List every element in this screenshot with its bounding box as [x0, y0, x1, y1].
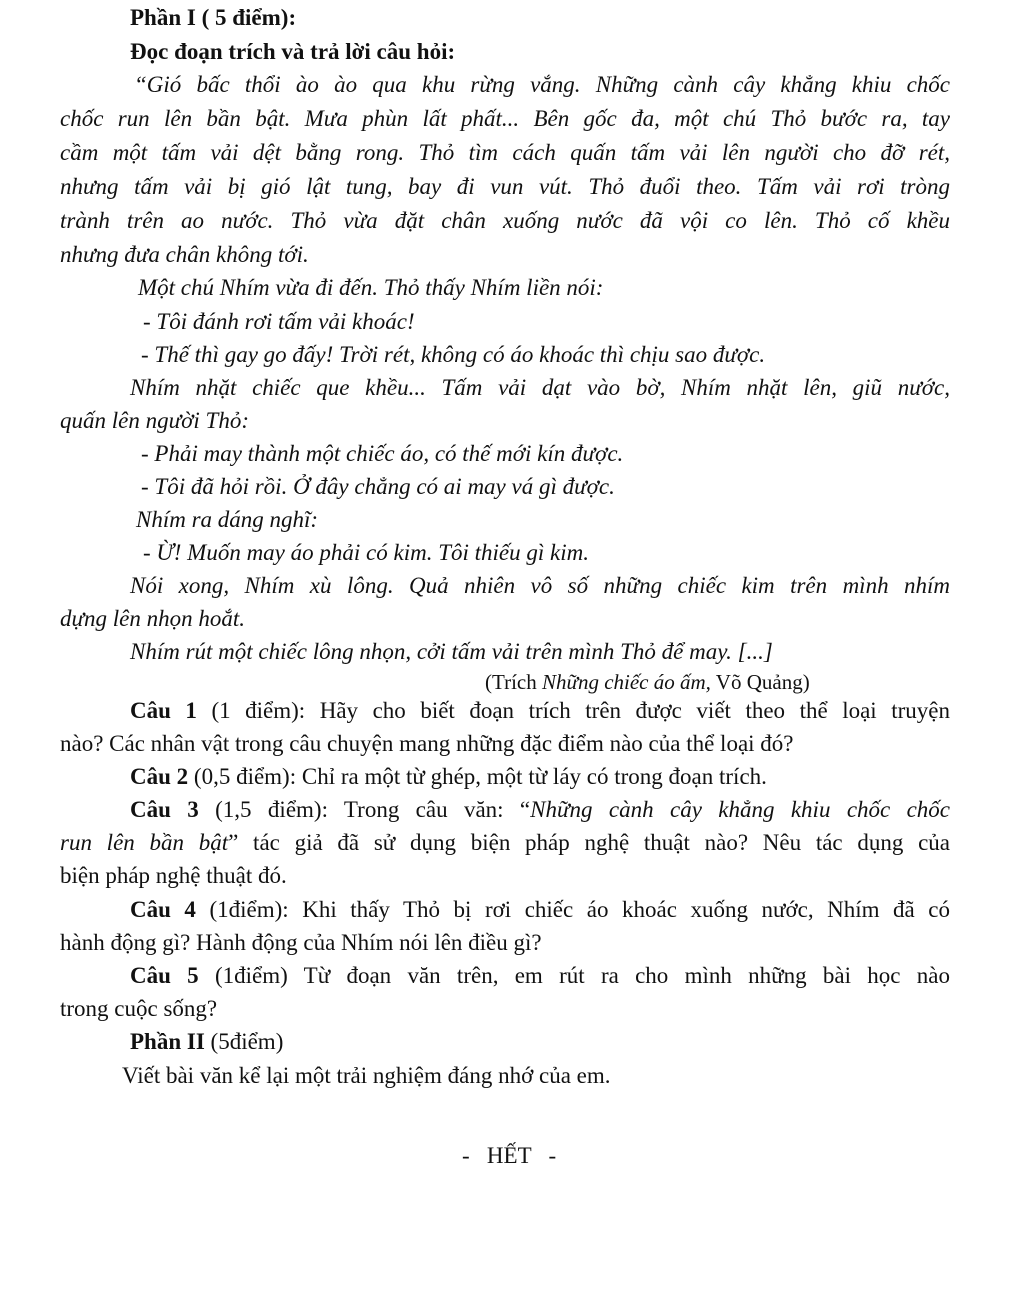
question-1-label: Câu 1: [130, 698, 197, 723]
dialogue-line: - Tôi đánh rơi tấm vải khoác!: [143, 309, 415, 334]
question-3-line: biện pháp nghệ thuật đó.: [60, 863, 287, 888]
question-2-text: (0,5 điểm): Chỉ ra một từ ghép, một từ láy có trong đoạn trích.: [188, 764, 767, 789]
end-marker: - HẾT -: [462, 1143, 557, 1168]
passage-line: Nói xong, Nhím xù lông. Quả nhiên vô số những chiếc kim trên mình nhím: [130, 573, 950, 598]
passage-line: dựng lên nhọn hoắt.: [60, 606, 246, 631]
question-5-line: [130, 962, 950, 990]
dialogue-line: - Phải may thành một chiếc áo, có thế mới kín được.: [141, 441, 624, 466]
source-prefix: (Trích: [485, 670, 542, 694]
dialogue-line: - Ừ! Muốn may áo phải có kim. Tôi thiếu gì kim.: [143, 540, 589, 565]
source-citation: [485, 668, 810, 696]
passage-line: Nhím ra dáng nghĩ:: [136, 507, 319, 532]
dialogue-line: - Tôi đã hỏi rồi. Ở đây chẳng có ai may vá gì được.: [141, 474, 615, 499]
question-1-line: nào? Các nhân vật trong câu chuyện mang những đặc điểm nào của thể loại đó?: [60, 731, 794, 756]
part2-label: Phần II: [130, 1029, 205, 1054]
question-4-label: Câu 4: [130, 897, 196, 922]
passage-line: Nhím nhặt chiếc que khều... Tấm vải dạt vào bờ, Nhím nhặt lên, giũ nước,: [130, 375, 950, 400]
source-title: Những chiếc áo ấm,: [541, 670, 711, 694]
question-5-label: Câu 5: [130, 963, 199, 988]
passage-line: quấn lên người Thỏ:: [60, 408, 250, 433]
passage-line: Nhím rút một chiếc lông nhọn, cởi tấm vải trên mình Thỏ để may. [...]: [130, 639, 773, 664]
passage-line: trành trên ao nước. Thỏ vừa đặt chân xuống nước đã vội co lên. Thỏ cố khều: [60, 208, 950, 233]
question-4-line: [130, 896, 950, 924]
part2-title: [130, 1028, 283, 1056]
part2-points: (5điểm): [204, 1029, 284, 1054]
question-5-line: trong cuộc sống?: [60, 996, 218, 1021]
question-3-text: ” tác giả đã sử dụng biện pháp nghệ thuật nào? Nêu tác dụng của: [228, 830, 950, 855]
reading-instruction: Đọc đoạn trích và trả lời câu hỏi:: [130, 39, 456, 64]
question-3-quote: run lên bần bật: [60, 830, 229, 855]
question-3-line: [130, 796, 950, 824]
question-3-text: (1,5 điểm): Trong câu văn: “: [198, 797, 531, 822]
part2-prompt: Viết bài văn kể lại một trải nghiệm đáng nhớ của em.: [122, 1063, 611, 1088]
question-1-text: (1 điểm): Hãy cho biết đoạn trích trên được viết theo thể loại truyện: [196, 698, 950, 723]
part1-title: Phần I ( 5 điểm):: [130, 5, 297, 30]
dialogue-line: - Thế thì gay go đấy! Trời rét, không có áo khoác thì chịu sao được.: [141, 342, 766, 367]
source-author: Võ Quảng): [710, 670, 810, 694]
question-2-line: [130, 763, 767, 791]
question-5-text: (1điểm) Từ đoạn văn trên, em rút ra cho mình những bài học nào: [198, 963, 950, 988]
passage-line: Một chú Nhím vừa đi đến. Thỏ thấy Nhím liền nói:: [138, 275, 604, 300]
question-2-label: Câu 2: [130, 764, 189, 789]
question-3-line: [60, 829, 950, 857]
passage-line: chốc run lên bần bật. Mưa phùn lất phất... Bên gốc đa, một chú Thỏ bước ra, tay: [60, 106, 950, 131]
question-1-line: [130, 697, 950, 725]
question-4-text: (1điểm): Khi thấy Thỏ bị rơi chiếc áo khoác xuống nước, Nhím đã có: [195, 897, 950, 922]
passage-line: nhưng đưa chân không tới.: [60, 242, 309, 267]
question-3-label: Câu 3: [130, 797, 199, 822]
passage-line: nhưng tấm vải bị gió lật tung, bay đi vun vút. Thỏ đuổi theo. Tấm vải rơi tròng: [60, 174, 950, 199]
passage-line: cầm một tấm vải dệt bằng rong. Thỏ tìm cách quấn tấm vải lên người cho đỡ rét,: [60, 140, 950, 165]
question-3-quote: Những cành cây khẳng khiu chốc chốc: [530, 797, 951, 822]
passage-line: “Gió bấc thổi ào ào qua khu rừng vắng. Những cành cây khẳng khiu chốc: [134, 72, 950, 97]
question-4-line: hành động gì? Hành động của Nhím nói lên điều gì?: [60, 930, 542, 955]
